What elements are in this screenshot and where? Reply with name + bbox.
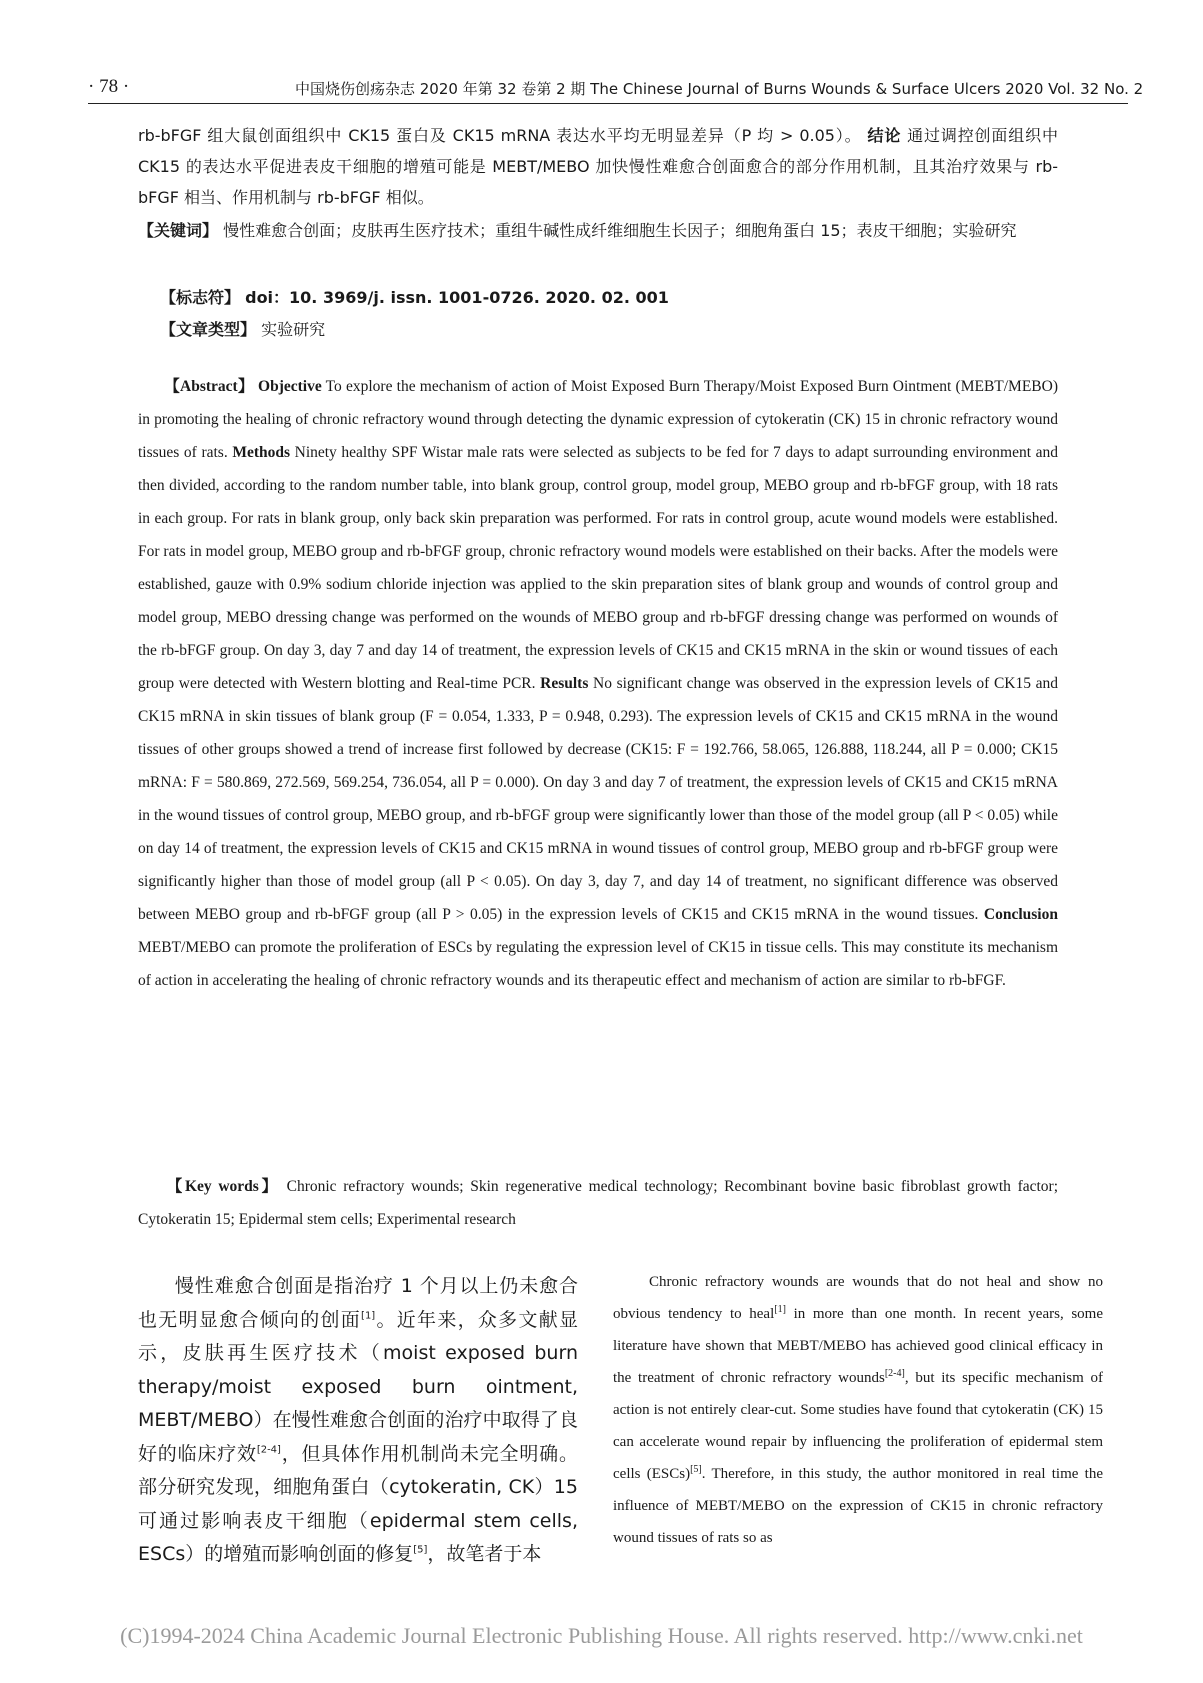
header-rule <box>88 103 1128 104</box>
cn-body-text-2: 。近年来，众多文献显示，皮肤再生医疗技术（moist exposed burn therapy/moist exposed burn ointment, MEBT/MEBO）在慢性难愈合创面的治疗中取得了良好的临床疗效 <box>138 1308 578 1465</box>
cn-conclusion-text: 通过调控创面组织中 CK15 的表达水平促进表皮干细胞的增殖可能是 MEBT/MEBO 加快慢性难愈合创面愈合的部分作用机制，且其治疗效果与 rb-bFGF 相当、作用机制与 rb-bFGF 相似。 <box>138 126 1058 207</box>
en-objective-label: Objective <box>258 378 322 395</box>
cn-article-type-text: 实验研究 <box>261 320 326 339</box>
en-body-text-4: . Therefore, in this study, the author monitored in real time the influence of MEBT/MEBO on the expression of CK15 in chronic refractory wound tissues of rats so as <box>613 1466 1104 1546</box>
cn-citation-3: [5] <box>413 1544 428 1556</box>
en-citation-3: [5] <box>690 1464 702 1475</box>
en-keywords-label: 【Key words】 <box>166 1178 280 1195</box>
cn-conclusion-label: 结论 <box>867 126 902 145</box>
body-right-column <box>613 1266 1103 1554</box>
cn-keywords-text: 慢性难愈合创面；皮肤再生医疗技术；重组牛碱性成纤维细胞生长因子；细胞角蛋白 15；表皮干细胞；实验研究 <box>223 221 1017 240</box>
en-methods-label: Methods <box>232 444 291 461</box>
cn-keywords <box>138 215 1058 246</box>
en-objective-text: To explore the mechanism of action of Moist Exposed Burn Therapy/Moist Exposed Burn Ointment (MEBT/MEBO) in promoting the healing of chronic refractory wound through detecting the dynamic expression of cytokeratin (CK) 15 in chronic refractory wound tissues of rats. <box>138 378 1059 461</box>
cn-identifier-label: 【标志符】 <box>160 288 241 307</box>
cn-article-type-label: 【文章类型】 <box>160 320 257 339</box>
en-body-text-1: Chronic refractory wounds are wounds that do not heal and show no obvious tendency to heal <box>613 1274 1103 1322</box>
en-results-label: Results <box>540 675 589 692</box>
en-results-text: No significant change was observed in the expression levels of CK15 and CK15 mRNA in skin tissues of blank group (F = 0.054, 1.333, P = 0.948, 0.293). The expression levels of CK15 and CK15 mRNA in the wound tissues of other groups showed a trend of increase first followed by decrease (CK15: F = 192.766, 58.065, 126.888, 118.244, all P = 0.000; CK15 mRNA: F = 580.869, 272.569, 569.254, 736.054, all P = 0.000). On day 3 and day 7 of treatment, the expression levels of CK15 and CK15 mRNA in the wound tissues of control group, MEBO group, and rb-bFGF group were significantly lower than those of the model group (all P < 0.05) while on day 14 of treatment, the expression levels of CK15 and CK15 mRNA in wound tissues of control group, MEBO group and rb-bFGF group were significantly higher than those of model group (all P < 0.05). On day 3, day 7, and day 14 of treatment, no significant difference was observed between MEBO group and rb-bFGF group (all P > 0.05) in the expression levels of CK15 and CK15 mRNA in the wound tissues. <box>138 675 1059 923</box>
cn-keywords-label: 【关键词】 <box>138 221 219 240</box>
cn-abstract-continuation <box>138 120 1058 213</box>
cn-body-text-1: 慢性难愈合创面是指治疗 1 个月以上仍未愈合也无明显愈合倾向的创面 <box>138 1275 578 1331</box>
cn-body-text-3: ，但具体作用机制尚未完全明确。部分研究发现，细胞角蛋白（cytokeratin, CK）15 可通过影响表皮干细胞（epidermal stem cells, ESCs）的增殖而影响创面的修复 <box>138 1442 578 1565</box>
body-left-column <box>138 1270 578 1572</box>
en-conclusion-text: MEBT/MEBO can promote the proliferation of ESCs by regulating the expression level of CK15 in tissue cells. This may constitute its mechanism of action in accelerating the healing of chronic refractory wounds and its therapeutic effect and mechanism of action are similar to rb-bFGF. <box>138 939 1058 989</box>
cn-citation-1: [1] <box>361 1310 376 1322</box>
cn-citation-2: [2-4] <box>256 1444 281 1456</box>
en-abstract <box>138 370 1058 997</box>
cn-doi: doi：10. 3969/j. issn. 1001-0726. 2020. 02. 001 <box>245 288 669 307</box>
cn-identifier <box>160 282 1080 313</box>
en-methods-text: Ninety healthy SPF Wistar male rats were selected as subjects to be fed for 7 days to adapt surrounding environment and then divided, according to the random number table, into blank group, control group, model group, MEBO group and rb-bFGF group, with 18 rats in each group. For rats in blank group, only back skin preparation was performed. For rats in control group, acute wound models were established. For rats in model group, MEBO group and rb-bFGF group, chronic refractory wound models were established on their backs. After the models were established, gauze with 0.9% sodium chloride injection was applied to the skin preparation sites of blank group and wounds of control group and model group, MEBO dressing change was performed on the wounds of MEBO group and rb-bFGF dressing change was performed on wounds of the rb-bFGF group. On day 3, day 7 and day 14 of treatment, the expression levels of CK15 and CK15 mRNA in the skin or wound tissues of each group were detected with Western blotting and Real-time PCR. <box>138 444 1059 692</box>
running-title: 中国烧伤创疡杂志 2020 年第 32 卷第 2 期 The Chinese Journal of Burns Wounds & Surface Ulcers 2020 Vol. 32 No. 2 <box>295 80 1144 98</box>
cn-article-type <box>160 314 1080 345</box>
en-conclusion-label: Conclusion <box>983 906 1058 923</box>
en-citation-2: [2-4] <box>884 1368 905 1379</box>
en-body-text-2: in more than one month. In recent years, some literature have shown that MEBT/MEBO has achieved good clinical efficacy in the treatment of chronic refractory wounds <box>613 1306 1104 1386</box>
en-keywords <box>138 1170 1058 1236</box>
en-keywords-text: Chronic refractory wounds; Skin regenerative medical technology; Recombinant bovine basic fibroblast growth factor; Cytokeratin 15; Epidermal stem cells; Experimental research <box>138 1178 1059 1228</box>
copyright-footer: (C)1994-2024 China Academic Journal Electronic Publishing House. All rights reserved. http://www.cnki.net <box>120 1623 1083 1648</box>
en-citation-1: [1] <box>774 1304 786 1315</box>
cn-body-text-4: ，故笔者于本 <box>427 1543 542 1565</box>
en-abstract-label: 【Abstract】 <box>164 378 254 395</box>
page-number: · 78 · <box>88 76 130 97</box>
en-body-text-3: , but its specific mechanism of action is not entirely clear-cut. Some studies have found that cytokeratin (CK) 15 can accelerate wound repair by influencing the proliferation of epidermal stem cells (ESCs) <box>613 1370 1103 1482</box>
cn-results-text: rb-bFGF 组大鼠创面组织中 CK15 蛋白及 CK15 mRNA 表达水平均无明显差异（P 均 > 0.05）。 <box>138 126 862 145</box>
